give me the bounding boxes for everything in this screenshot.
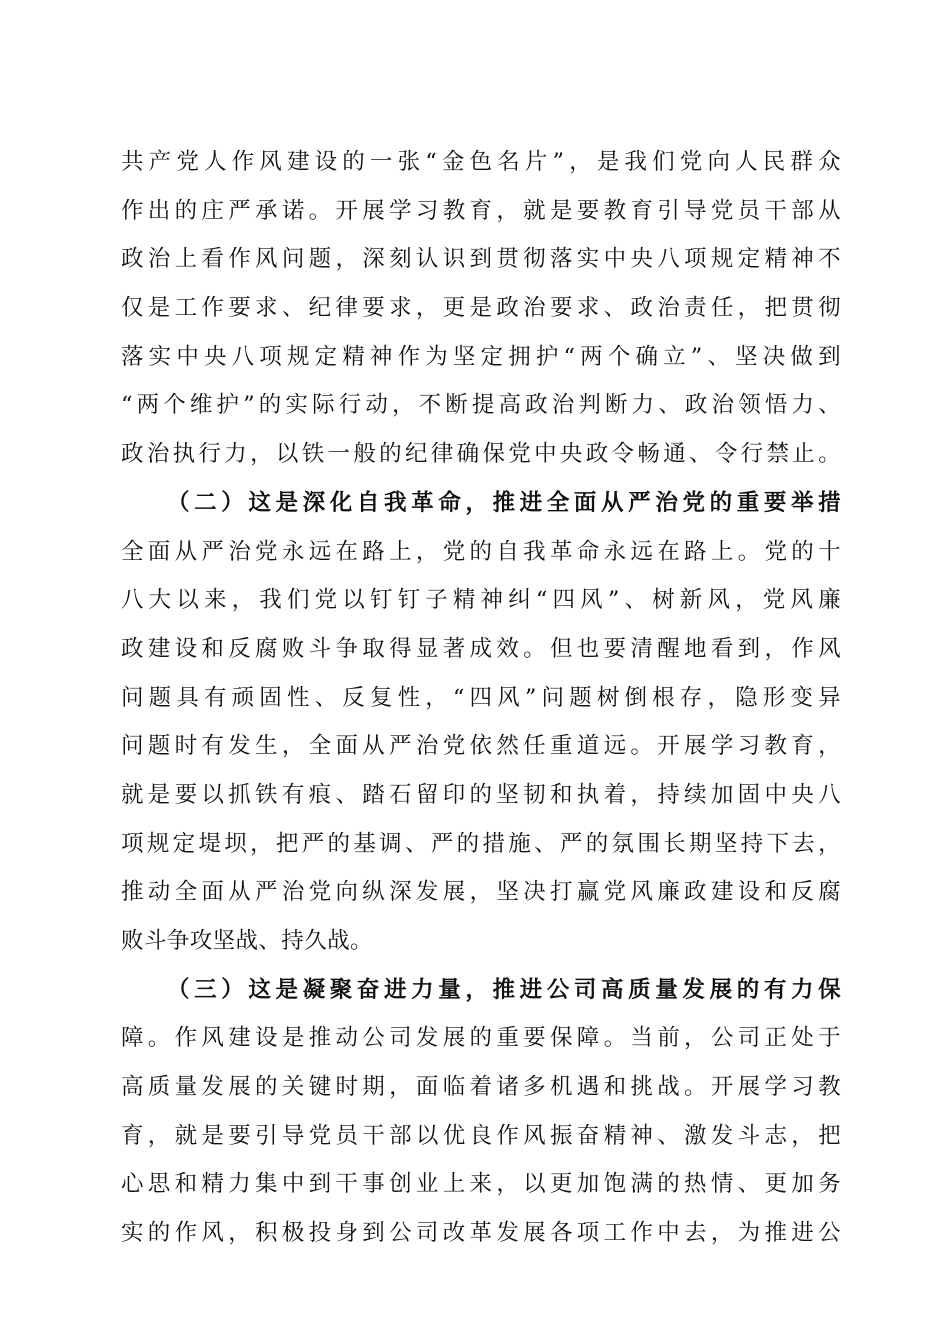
text-line: 政治执行力，以铁一般的纪律确保党中央政令畅通、令行禁止。 [121,441,841,468]
text-line: 问题时有发生，全面从严治党依然任重道远。开展学习教育， [121,733,841,760]
section-heading-3: （三）这是凝聚奋进力量，推进公司高质量发展的有力保 [167,976,841,1003]
text-line: 仅是工作要求、纪律要求，更是政治要求、政治责任，把贯彻 [121,295,841,322]
text-line: 政治上看作风问题，深刻认识到贯彻落实中央八项规定精神不 [121,246,841,273]
text-line: 政建设和反腐败斗争取得显著成效。但也要清醒地看到，作风 [121,635,841,662]
text-line: 作出的庄严承诺。开展学习教育，就是要教育引导党员干部从 [121,197,841,224]
text-line: 全面从严治党永远在路上，党的自我革命永远在路上。党的十 [121,538,841,565]
section-heading-2: （二）这是深化自我革命，推进全面从严治党的重要举措 [167,489,841,516]
text-line: 障。作风建设是推动公司发展的重要保障。当前，公司正处于 [121,1025,841,1052]
text-line: 败斗争攻坚战、持久战。 [121,928,373,954]
text-line: 推动全面从严治党向纵深发展，坚决打赢党风廉政建设和反腐 [121,879,841,906]
text-line: 就是要以抓铁有痕、踏石留印的坚韧和执着，持续加固中央八 [121,781,841,808]
text-line: 落实中央八项规定精神作为坚定拥护“两个确立”、坚决做到 [121,343,841,370]
text-line: 共产党人作风建设的一张“金色名片”，是我们党向人民群众 [121,149,841,175]
text-line: 高质量发展的关键时期，面临着诸多机遇和挑战。开展学习教 [121,1074,841,1101]
document-body [121,138,841,1258]
text-line: 育，就是要引导党员干部以优良作风振奋精神、激发斗志，把 [121,1122,841,1149]
text-line: 八大以来，我们党以钉钉子精神纠“四风”、树新风，党风廉 [121,587,841,614]
text-line: “两个维护”的实际行动，不断提高政治判断力、政治领悟力、 [121,392,841,419]
text-line: 心思和精力集中到干事创业上来，以更加饱满的热情、更加务 [121,1171,841,1198]
text-line: 实的作风，积极投身到公司改革发展各项工作中去，为推进公 [121,1220,841,1247]
text-line: 项规定堤坝，把严的基调、严的措施、严的氛围长期坚持下去， [121,830,841,857]
text-line: 问题具有顽固性、反复性，“四风”问题树倒根存，隐形变异 [121,684,841,711]
